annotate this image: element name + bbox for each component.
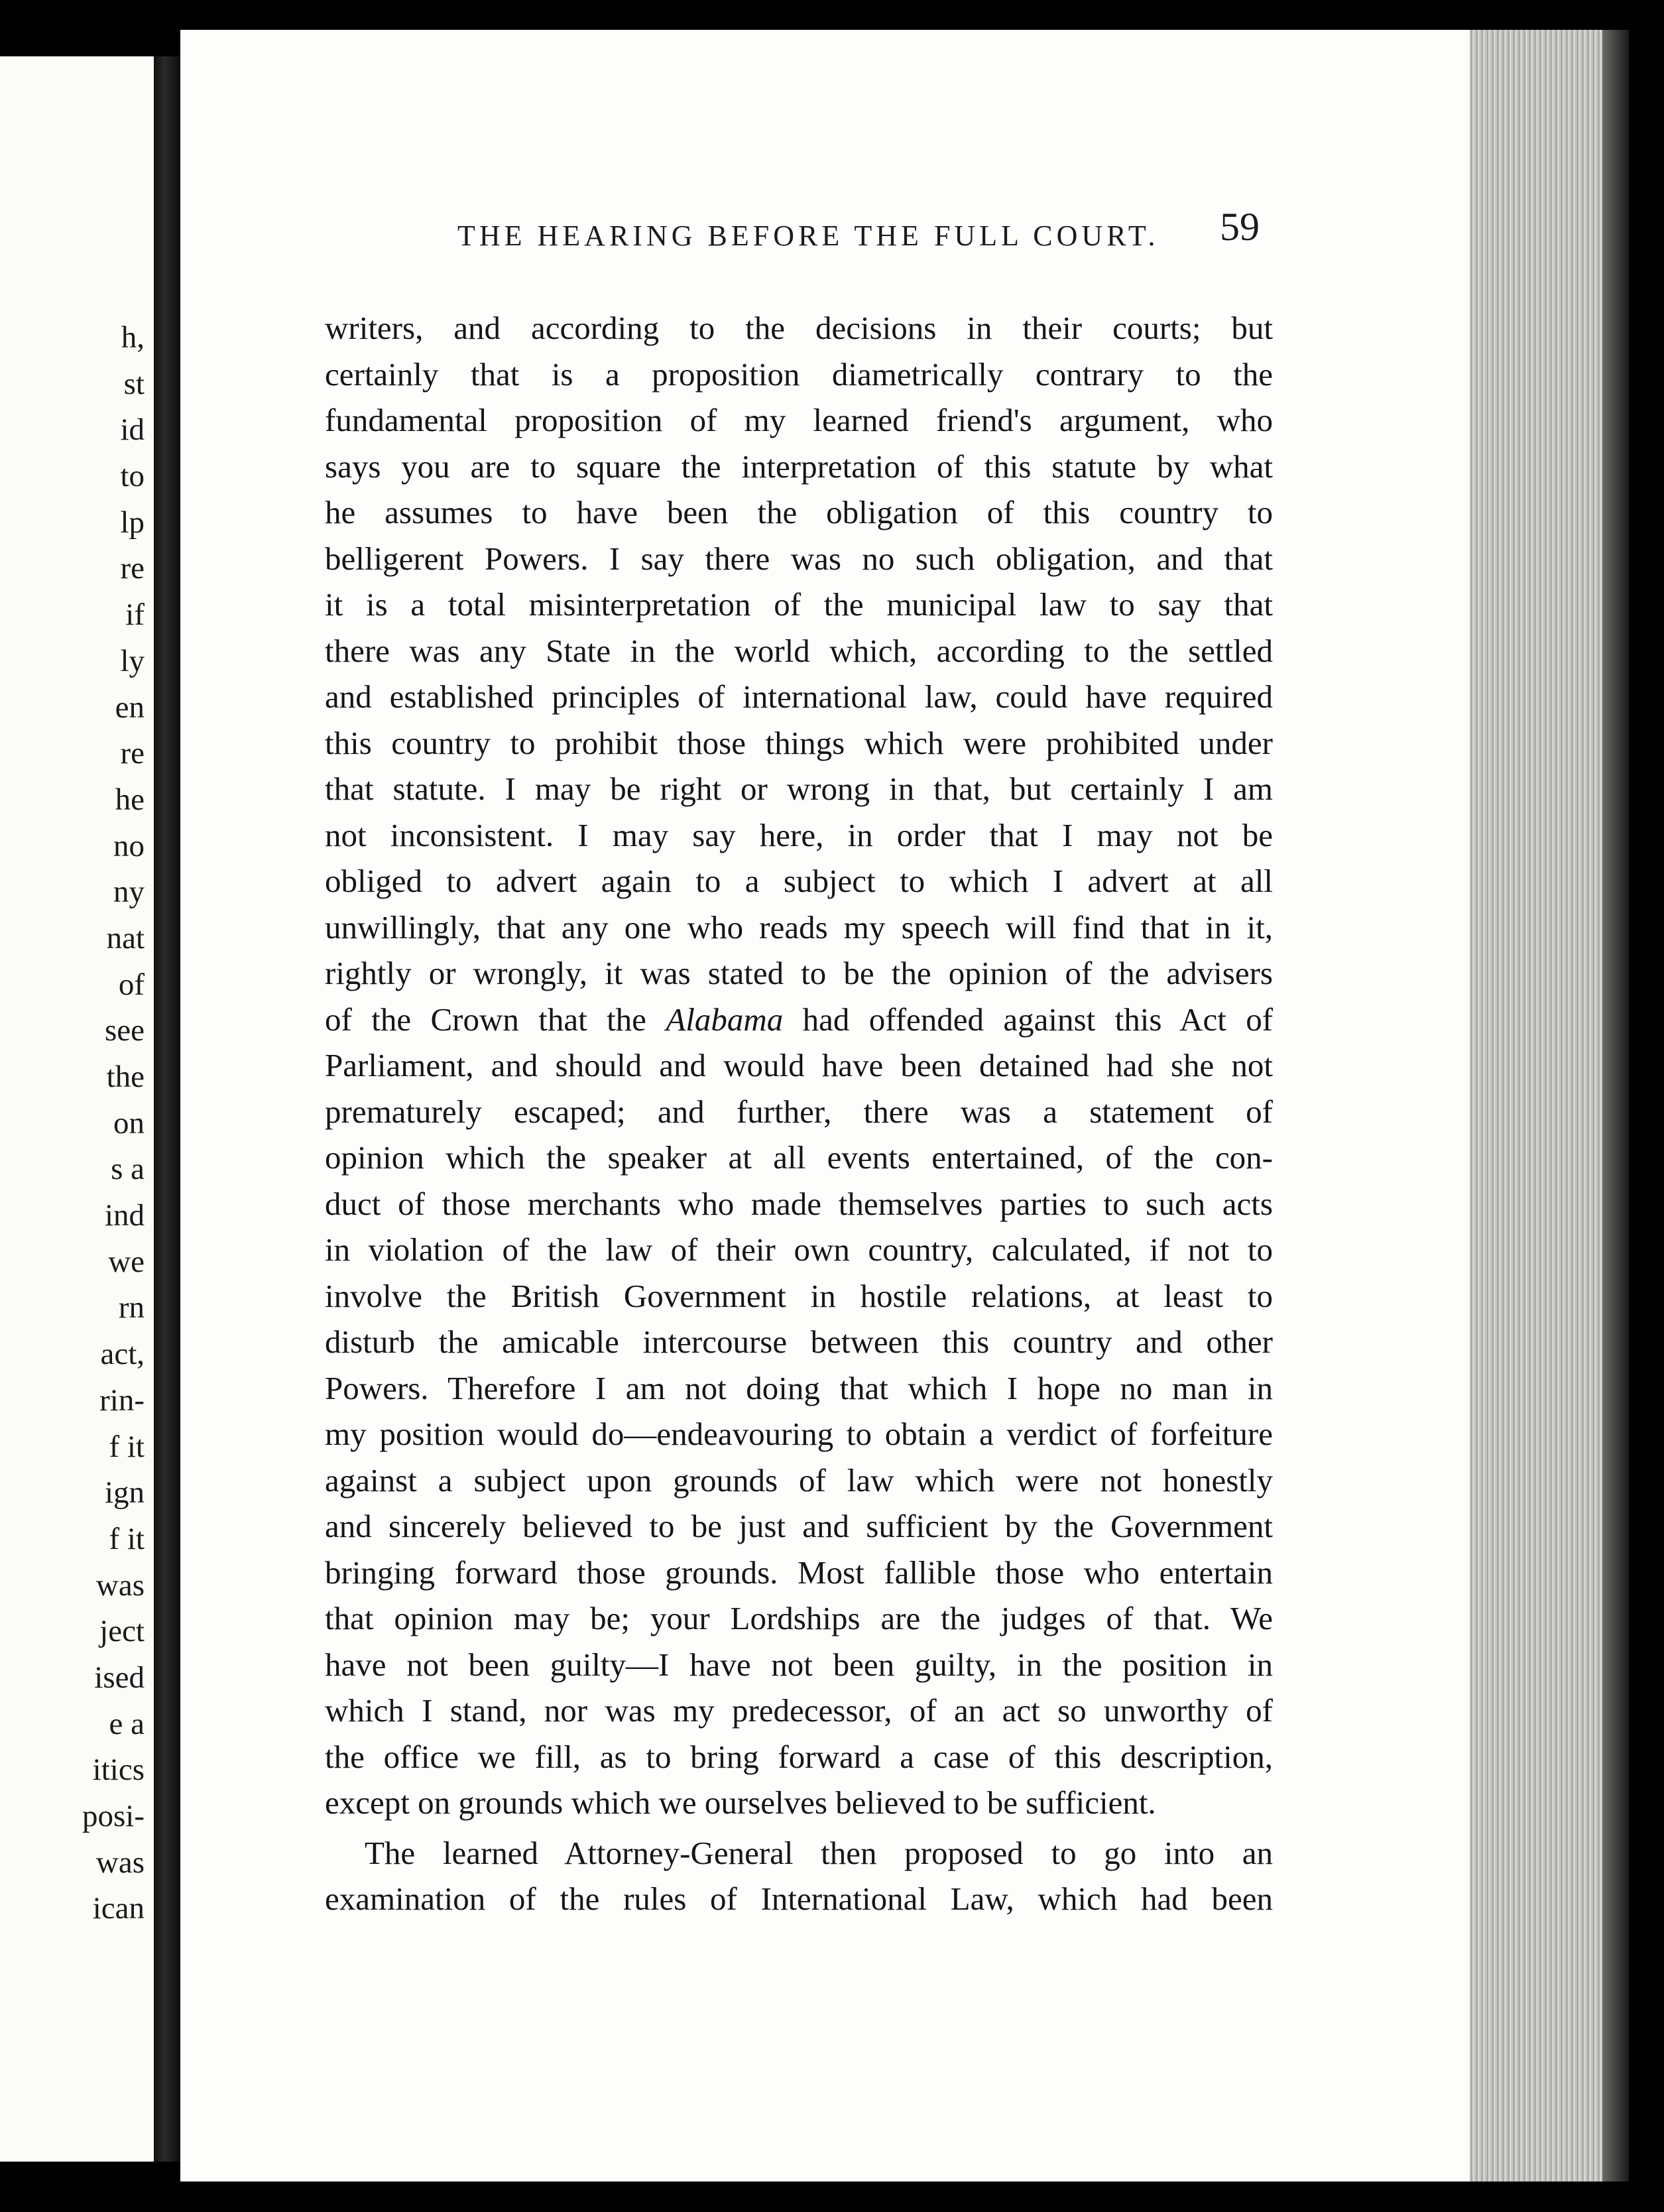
text-line: and established principles of international law, could have required: [325, 678, 1273, 715]
text-line: that opinion may be; your Lordships are the judges of that. We: [325, 1600, 1273, 1636]
text-line: that statute. I may be right or wrong in that, but certainly I am: [325, 770, 1273, 807]
text-line: not inconsistent. I may say here, in order that I may not be: [325, 816, 1273, 853]
fragment-line: h,: [121, 320, 145, 355]
fragment-line: re: [120, 551, 145, 586]
fragment-line: see: [104, 1013, 145, 1048]
text-line: bringing forward those grounds. Most fallible those who entertain: [325, 1554, 1273, 1591]
text-line: obliged to advert again to a subject to which I advert at all: [325, 863, 1273, 899]
fragment-line: we: [108, 1244, 145, 1279]
facing-page-text: [0, 315, 154, 1932]
fragment-line: act,: [100, 1337, 145, 1372]
fragment-line: nat: [106, 920, 145, 955]
fragment-line: re: [120, 736, 145, 771]
book-gutter: [154, 56, 180, 2162]
fragment-line: st: [123, 366, 145, 401]
fragment-line: ly: [120, 643, 145, 678]
fragment-line: ny: [113, 875, 145, 910]
text-line: except on grounds which we ourselves believed to be sufficient.: [325, 1784, 1156, 1821]
text-line: the office we fill, as to bring forward a case of this description,: [325, 1738, 1273, 1775]
fragment-line: ign: [104, 1475, 145, 1510]
fragment-line: of: [118, 967, 145, 1002]
ship-name-italic: Alabama: [666, 1001, 784, 1038]
page-edges: [1470, 30, 1602, 2181]
fragment-line: posi-: [82, 1799, 145, 1833]
text-line: in violation of the law of their own country, calculated, if not to: [325, 1231, 1273, 1268]
text-line: belligerent Powers. I say there was no such obligation, and that: [325, 540, 1273, 577]
text-line: disturb the amicable intercourse between this country and other: [325, 1323, 1273, 1360]
fragment-line: to: [120, 459, 145, 494]
fragment-line: s a: [111, 1152, 145, 1187]
text-line: opinion which the speaker at all events entertained, of the con-: [325, 1139, 1273, 1176]
text-line: fundamental proposition of my learned friend's argument, who: [325, 402, 1273, 438]
text-line: this country to prohibit those things which were prohibited under: [325, 724, 1273, 761]
text-line: there was any State in the world which, according to the settled: [325, 632, 1273, 669]
body-text: [325, 305, 1273, 1922]
fragment-line: f it: [109, 1429, 145, 1464]
text-line: Parliament, and should and would have been detained had she not: [325, 1047, 1273, 1083]
running-head: THE HEARING BEFORE THE FULL COURT.: [457, 219, 1159, 252]
text-line: says you are to square the interpretation of this statute by what: [325, 448, 1273, 485]
fragment-line: rn: [118, 1290, 145, 1325]
text-line: it is a total misinterpretation of the municipal law to say that: [325, 586, 1273, 623]
fragment-line: on: [113, 1105, 145, 1140]
fragment-line: f it: [109, 1521, 145, 1556]
fragment-line: lp: [120, 505, 145, 540]
text-line: my position would do—endeavouring to obtain a verdict of forfeiture: [325, 1416, 1273, 1452]
fragment-line: ised: [94, 1660, 145, 1695]
page-number: 59: [1220, 205, 1260, 249]
fragment-line: he: [115, 782, 145, 817]
text-line: unwillingly, that any one who reads my speech will find that in it,: [325, 908, 1273, 946]
text-line: certainly that is a proposition diametrically contrary to the: [325, 355, 1273, 393]
fragment-line: if: [125, 597, 145, 633]
text-line-with-italic: [325, 997, 1273, 1043]
fragment-line: en: [115, 690, 145, 725]
text-line: rightly or wrongly, it was stated to be the opinion of the advisers: [325, 955, 1273, 991]
fragment-line: ican: [92, 1891, 145, 1926]
fragment-line: no: [113, 828, 145, 863]
text-line: against a subject upon grounds of law which were not honestly: [325, 1461, 1273, 1499]
text-line: prematurely escaped; and further, there was a statement of: [325, 1093, 1273, 1130]
fragment-line: ject: [99, 1614, 145, 1649]
text-line: duct of those merchants who made themselves parties to such acts: [325, 1185, 1273, 1222]
text-line: involve the British Government in hostile relations, at least to: [325, 1277, 1273, 1314]
facing-page-fragment: [0, 56, 154, 2162]
fragment-line: itics: [92, 1752, 145, 1788]
text-segment: of the Crown that the: [325, 1001, 646, 1038]
fragment-line: rin-: [99, 1382, 145, 1418]
fragment-line: id: [120, 412, 145, 448]
fragment-line: the: [106, 1060, 145, 1094]
fragment-line: ind: [104, 1198, 145, 1233]
text-line: and sincerely believed to be just and sufficient by the Government: [325, 1508, 1273, 1544]
text-line: he assumes to have been the obligation of this country to: [325, 494, 1273, 530]
fragment-line: was: [95, 1567, 145, 1603]
text-line: Powers. Therefore I am not doing that which I hope no man in: [325, 1369, 1273, 1406]
page-edge-shadow: [1602, 30, 1629, 2181]
text-line: writers, and according to the decisions in their courts; but: [325, 310, 1273, 346]
fragment-line: was: [95, 1845, 145, 1880]
text-line: examination of the rules of International Law, which had been: [325, 1880, 1273, 1917]
text-segment: had offended against this Act of: [802, 1001, 1274, 1038]
text-line: which I stand, nor was my predecessor, of an act so unworthy of: [325, 1692, 1273, 1729]
text-line: have not been guilty—I have not been guilty, in the position in: [325, 1646, 1273, 1683]
paragraph-first-line: The learned Attorney-General then proposed to go into an: [365, 1834, 1273, 1871]
fragment-line: e a: [109, 1706, 145, 1741]
